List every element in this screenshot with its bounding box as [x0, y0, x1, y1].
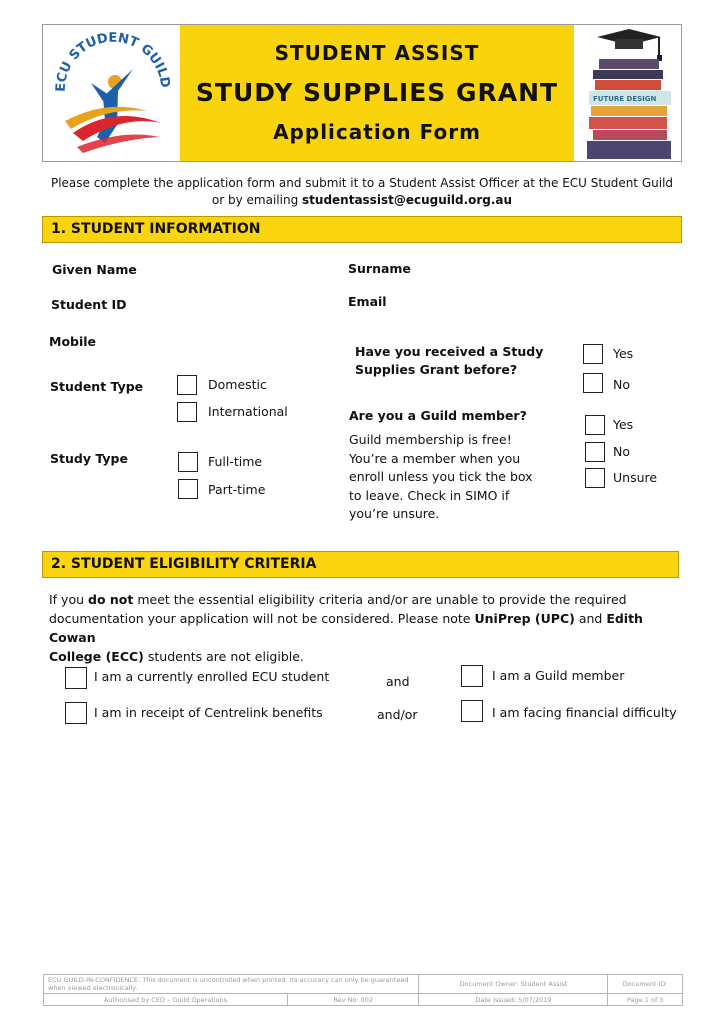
books-badge-text: FUTURE DESIGN [593, 95, 657, 103]
domestic-option-label: Domestic [208, 377, 267, 392]
part-time-checkbox[interactable] [178, 479, 198, 499]
footer-page-number: Page 1 of 3 [608, 994, 683, 1006]
para-bold-uniprep: UniPrep (UPC) [474, 611, 575, 626]
financial-difficulty-checkbox[interactable] [461, 700, 483, 722]
footer-document-owner: Document Owner: Student Assist [419, 975, 608, 994]
guild-no-label: No [613, 444, 630, 459]
international-option-label: International [208, 404, 288, 419]
title-study-supplies-grant: STUDY SUPPLIES GRANT [195, 78, 559, 107]
eligibility-paragraph [49, 590, 659, 666]
ecu-student-guild-logo [43, 25, 179, 161]
given-name-label: Given Name [52, 262, 137, 277]
para-text: and [574, 611, 607, 626]
guild-note-line: Guild membership is free! [349, 432, 512, 447]
centrelink-checkbox[interactable] [65, 702, 87, 724]
intro-prefix: or by emailing [211, 193, 303, 207]
section-student-information: 1. STUDENT INFORMATION [42, 216, 682, 243]
intro-line-1: Please complete the application form and submit it to a Student Assist Officer at the ECU Student Guild [50, 176, 674, 190]
domestic-checkbox[interactable] [177, 375, 197, 395]
intro-line-2 [40, 193, 684, 207]
books-graduation-cap-image [575, 25, 681, 161]
guild-note-line: You’re a member when you [349, 450, 521, 466]
guild-note-line: you’re unsure. [349, 506, 440, 521]
surname-label: Surname [348, 261, 411, 276]
footer-confidence-note: ECU GUILD-IN-CONFIDENCE: This document is uncontrolled when printed. Its accuracy can only be guaranteed when viewed electronically. [44, 975, 419, 994]
full-time-checkbox[interactable] [178, 452, 198, 472]
guild-note-line: enroll unless you tick the box [349, 469, 533, 484]
title-student-assist: STUDENT ASSIST [274, 41, 480, 65]
footer-authorised-by: Authorised by CEO – Guild Operations [44, 994, 288, 1006]
guild-membership-note [349, 431, 533, 524]
study-type-label: Study Type [50, 451, 128, 466]
guild-member-criteria-label: I am a Guild member [492, 668, 625, 683]
para-bold-do-not: do not [88, 592, 134, 607]
footer-rev-no: Rev No: 002 [288, 994, 419, 1006]
para-bold-ecc: College (ECC) [49, 649, 144, 664]
para-text: If you [49, 592, 89, 607]
footer-date-issued: Date Issued: 5/07/2019 [419, 994, 608, 1006]
financial-difficulty-label: I am facing financial difficulty [492, 705, 677, 720]
received-before-question-line-2: Supplies Grant before? [355, 362, 518, 377]
received-yes-label: Yes [613, 346, 634, 361]
title-banner [180, 25, 574, 161]
para-text: meet the essential eligibility criteria and/or are unable to provide the required [133, 592, 627, 607]
student-type-label: Student Type [50, 379, 144, 394]
guild-yes-checkbox[interactable] [585, 415, 605, 435]
and-or-connector: and/or [377, 707, 418, 722]
guild-yes-label: Yes [613, 417, 634, 432]
para-text: documentation your application will not be considered. Please note [49, 611, 475, 626]
section-eligibility-criteria: 2. STUDENT ELIGIBILITY CRITERIA [42, 551, 679, 578]
para-bold-edith-cowan: Edith Cowan [49, 611, 643, 645]
guild-unsure-label: Unsure [613, 470, 658, 485]
contact-email-link[interactable]: studentassist@ecuguild.org.au [302, 193, 513, 207]
international-checkbox[interactable] [177, 402, 197, 422]
title-application-form: Application Form [273, 120, 481, 144]
received-no-label: No [613, 377, 630, 392]
guild-no-checkbox[interactable] [585, 442, 605, 462]
guild-member-question: Are you a Guild member? [349, 408, 527, 423]
and-connector: and [386, 674, 410, 689]
student-id-label: Student ID [51, 297, 127, 312]
para-text: students are not eligible. [143, 649, 304, 664]
guild-note-line: to leave. Check in SIMO if [349, 487, 510, 503]
email-label: Email [348, 294, 387, 309]
footer-document-id: Document ID: [608, 975, 683, 994]
enrolled-student-label: I am a currently enrolled ECU student [94, 669, 330, 684]
part-time-option-label: Part-time [208, 482, 266, 497]
received-no-checkbox[interactable] [583, 373, 603, 393]
centrelink-label: I am in receipt of Centrelink benefits [94, 705, 323, 720]
mobile-label: Mobile [49, 334, 97, 349]
received-before-question-line-1: Have you received a Study [355, 344, 544, 359]
guild-unsure-checkbox[interactable] [585, 468, 605, 488]
document-footer-table [43, 974, 683, 1006]
full-time-option-label: Full-time [208, 454, 263, 469]
logo-text: ECU STUDENT GUILD [53, 30, 173, 93]
received-yes-checkbox[interactable] [583, 344, 603, 364]
guild-member-criteria-checkbox[interactable] [461, 665, 483, 687]
enrolled-student-checkbox[interactable] [65, 667, 87, 689]
